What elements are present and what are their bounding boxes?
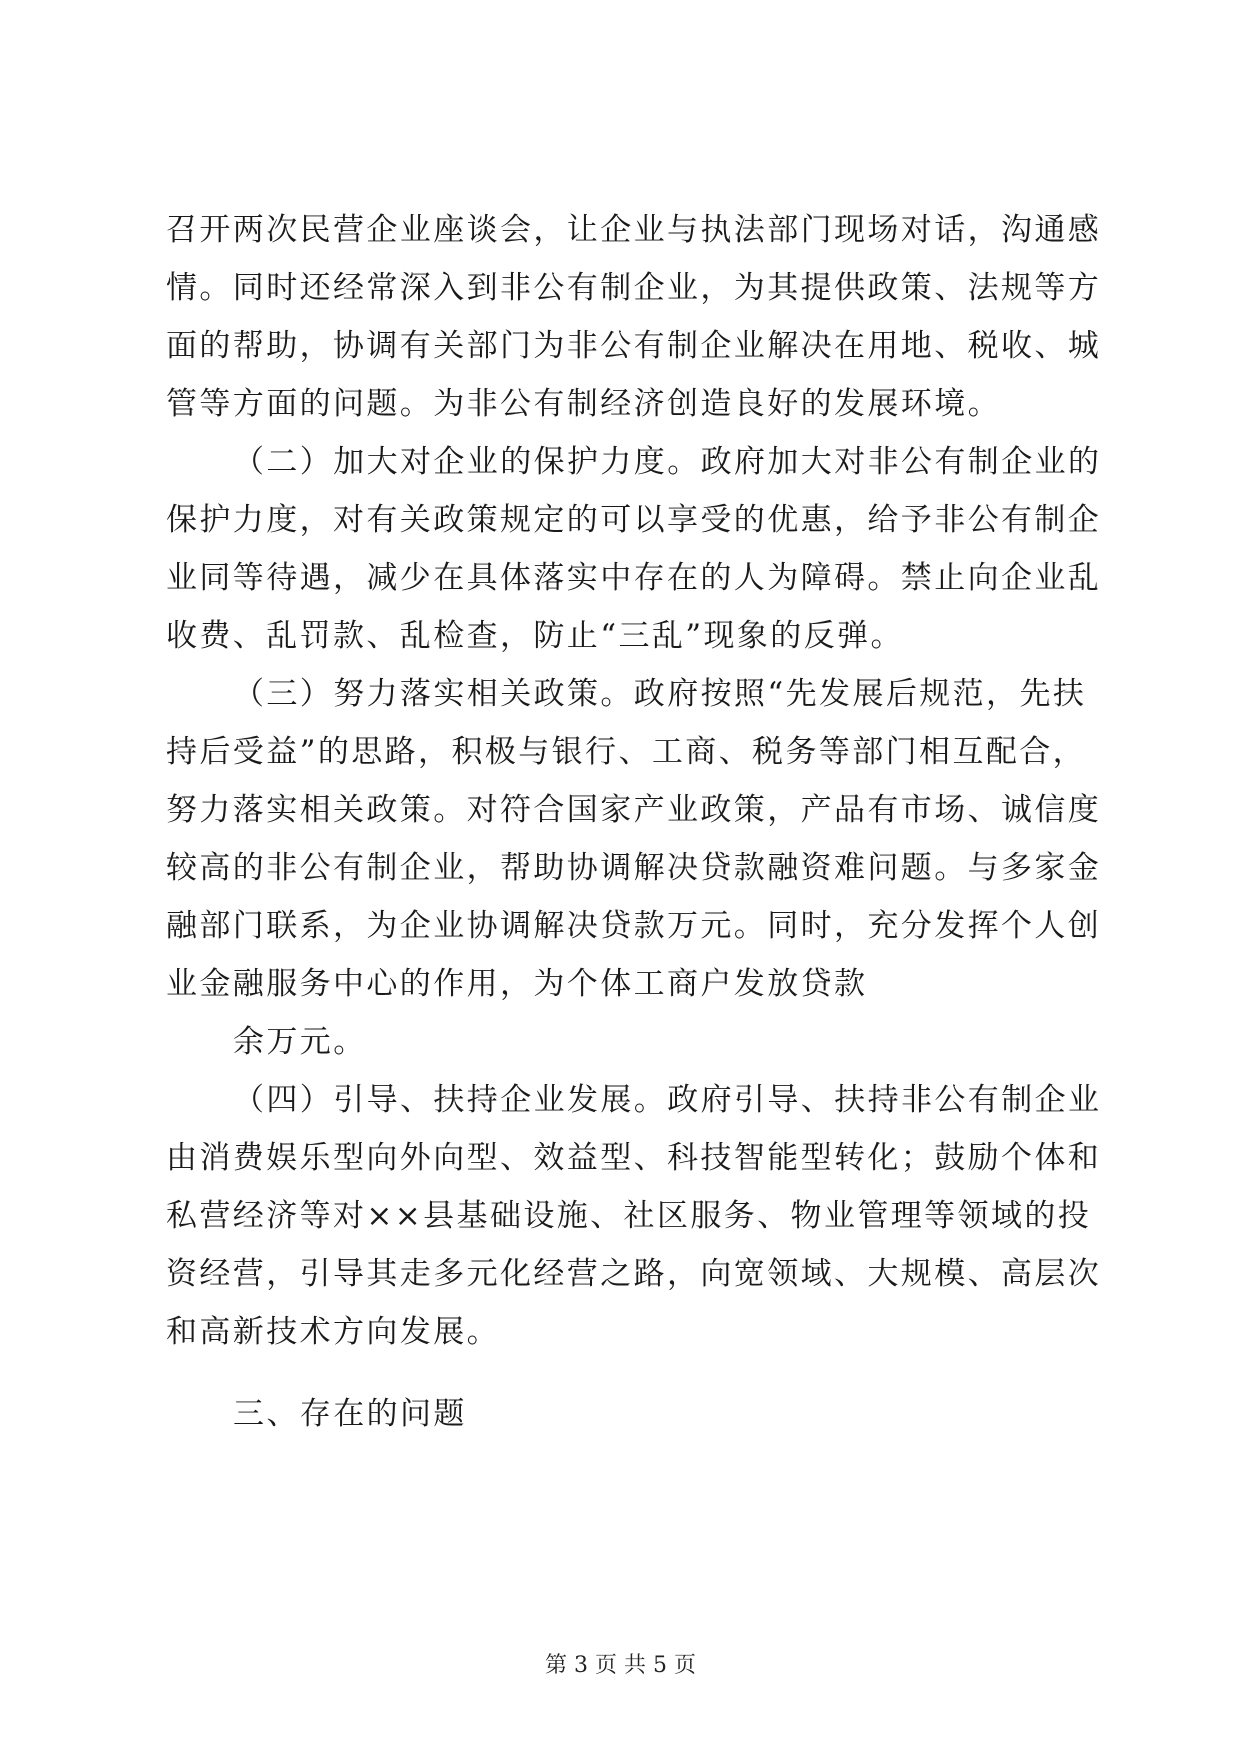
body-text-line: 召开两次民营企业座谈会，让企业与执法部门现场对话，沟通感 (166, 212, 1102, 248)
body-text-line: 私营经济等对××县基础设施、社区服务、物业管理等领域的投 (166, 1198, 1092, 1234)
page-number-footer: 第 3 页 共 5 页 (545, 1653, 696, 1678)
body-text-line: 情。同时还经常深入到非公有制企业，为其提供政策、法规等方 (166, 270, 1102, 306)
body-text-line: 较高的非公有制企业，帮助协调解决贷款融资难问题。与多家金 (166, 850, 1102, 886)
body-text-line: 努力落实相关政策。对符合国家产业政策，产品有市场、诚信度 (166, 792, 1102, 828)
body-text-line: 资经营，引导其走多元化经营之路，向宽领域、大规模、高层次 (166, 1256, 1102, 1292)
body-text-line: 保护力度，对有关政策规定的可以享受的优惠，给予非公有制企 (166, 502, 1102, 538)
body-text-line: 收费、乱罚款、乱检查，防止“三乱”现象的反弹。 (166, 618, 904, 654)
section-heading-line: （四）引导、扶持企业发展。政府引导、扶持非公有制企业 (233, 1082, 1102, 1118)
section-heading-line: （三）努力落实相关政策。政府按照“先发展后规范，先扶 (233, 676, 1087, 712)
body-text-line: 融部门联系，为企业协调解决贷款万元。同时，充分发挥个人创 (166, 908, 1102, 944)
body-text-line: 余万元。 (233, 1024, 367, 1060)
body-text-line: 面的帮助，协调有关部门为非公有制企业解决在用地、税收、城 (166, 328, 1102, 364)
body-text-line: 持后受益”的思路，积极与银行、工商、税务等部门相互配合， (166, 734, 1087, 770)
section-heading-line: 三、存在的问题 (233, 1396, 467, 1432)
body-text-line: 业金融服务中心的作用，为个体工商户发放贷款 (166, 966, 868, 1002)
body-text-line: 和高新技术方向发展。 (166, 1314, 500, 1350)
body-text-line: 管等方面的问题。为非公有制经济创造良好的发展环境。 (166, 386, 1001, 422)
body-text-line: 由消费娱乐型向外向型、效益型、科技智能型转化；鼓励个体和 (166, 1140, 1102, 1176)
section-heading-line: （二）加大对企业的保护力度。政府加大对非公有制企业的 (233, 444, 1102, 480)
body-text-line: 业同等待遇，减少在具体落实中存在的人为障碍。禁止向企业乱 (166, 560, 1102, 596)
